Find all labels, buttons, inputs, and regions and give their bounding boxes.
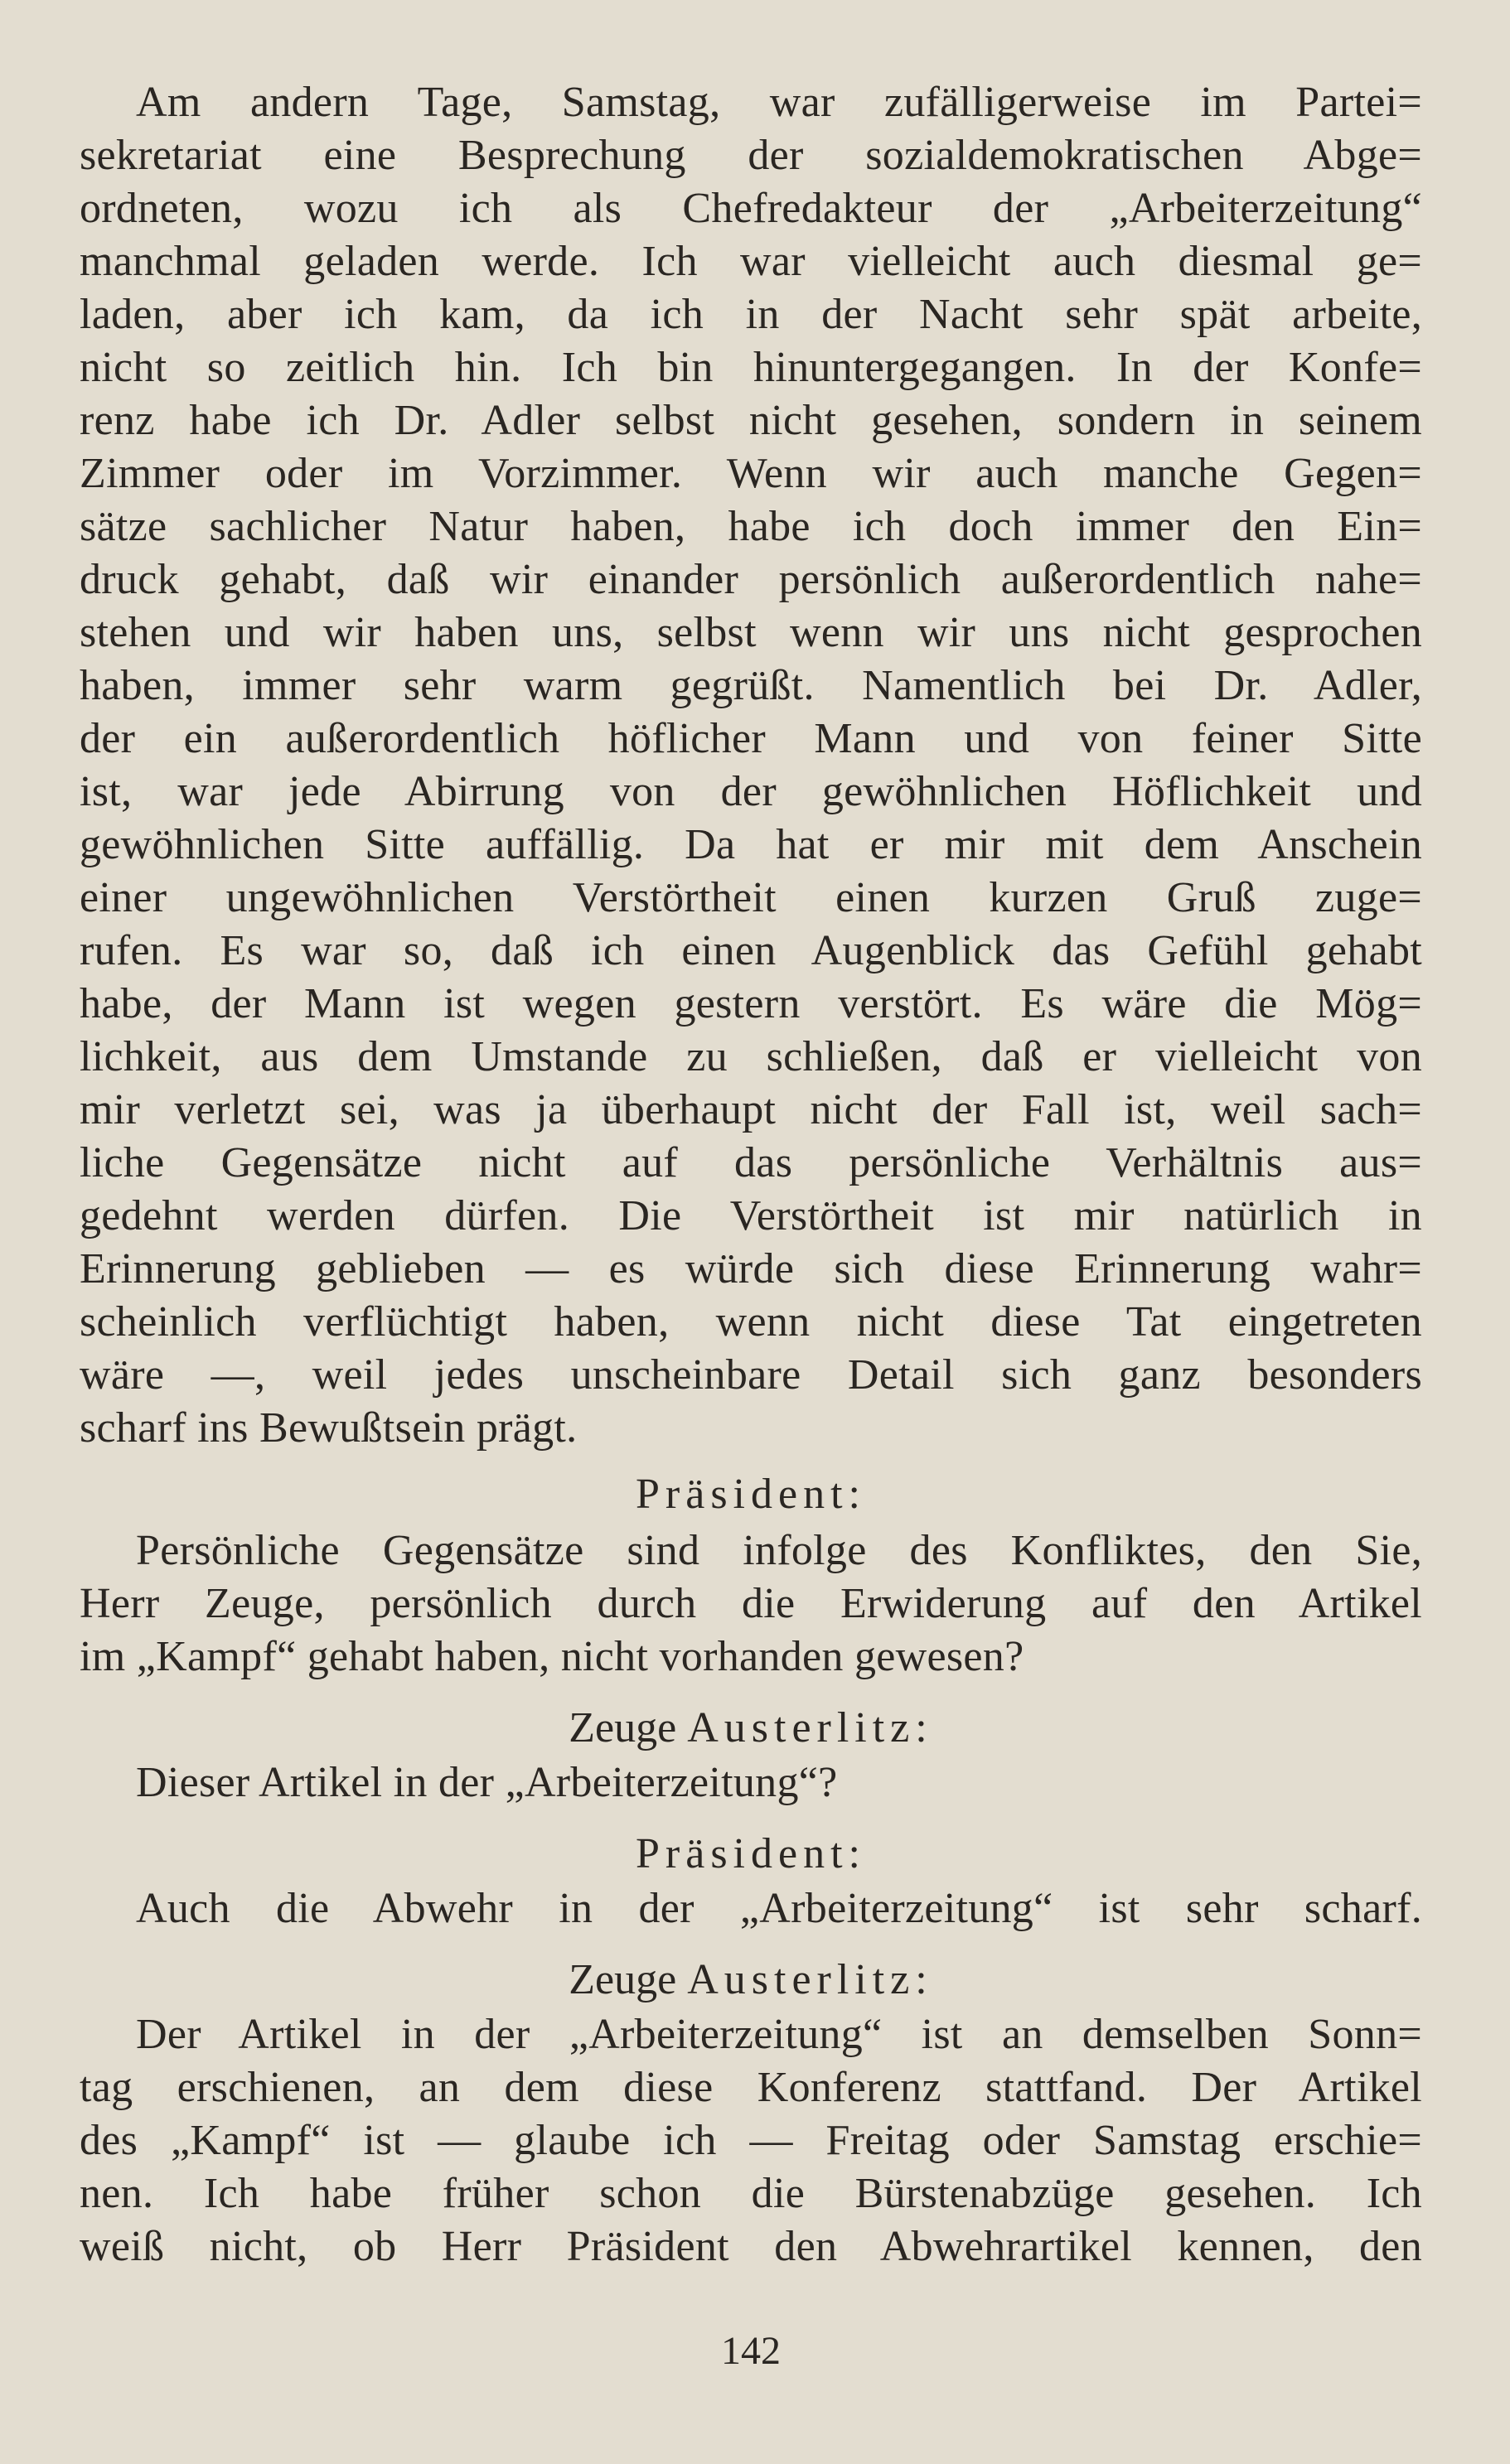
text-line: sätze sachlicher Natur haben, habe ich doch immer den Ein= xyxy=(80,503,1422,550)
text-line: tag erschienen, an dem diese Konferenz stattfand. Der Artikel xyxy=(80,2064,1422,2111)
text-line: Herr Zeuge, persönlich durch die Erwiderung auf den Artikel xyxy=(80,1580,1422,1627)
text-line: wäre —, weil jedes unscheinbare Detail sich ganz besonders xyxy=(80,1351,1422,1399)
text-line: gedehnt werden dürfen. Die Verstörtheit ist mir natürlich in xyxy=(80,1192,1422,1239)
text-line: Am andern Tage, Samstag, war zufälligerweise im Partei= xyxy=(136,79,1422,126)
text-line: ordneten, wozu ich als Chefredakteur der „Arbeiterzeitung“ xyxy=(80,185,1422,232)
text-line: Auch die Abwehr in der „Arbeiterzeitung“ ist sehr scharf. xyxy=(136,1885,1422,1932)
text-line: sekretariat eine Besprechung der sozialdemokratischen Abge= xyxy=(80,132,1422,179)
text-line: druck gehabt, daß wir einander persönlich außerordentlich nahe= xyxy=(80,556,1422,603)
text-line: laden, aber ich kam, da ich in der Nacht sehr spät arbeite, xyxy=(80,291,1422,338)
text-line: des „Kampf“ ist — glaube ich — Freitag oder Samstag erschie= xyxy=(80,2117,1422,2164)
speaker-name: Austerlitz: xyxy=(687,1704,933,1751)
text-line: weiß nicht, ob Herr Präsident den Abwehrartikel kennen, den xyxy=(80,2223,1422,2270)
speaker-heading: Präsident: xyxy=(636,1830,866,1877)
text-line: haben, immer sehr warm gegrüßt. Namentlich bei Dr. Adler, xyxy=(80,662,1422,709)
text-line: scharf ins Bewußtsein prägt. xyxy=(80,1404,578,1452)
text-line: habe, der Mann ist wegen gestern verstört. Es wäre die Mög= xyxy=(80,980,1422,1027)
text-line: der ein außerordentlich höflicher Mann und von feiner Sitte xyxy=(80,715,1422,762)
speaker-prefix: Zeuge xyxy=(569,1956,677,2003)
text-line: ist, war jede Abirrung von der gewöhnlichen Höflichkeit und xyxy=(80,768,1422,815)
text-line: liche Gegensätze nicht auf das persönliche Verhältnis aus= xyxy=(80,1139,1422,1186)
text-line: mir verletzt sei, was ja überhaupt nicht der Fall ist, weil sach= xyxy=(80,1086,1422,1133)
text-line: einer ungewöhnlichen Verstörtheit einen kurzen Gruß zuge= xyxy=(80,874,1422,921)
text-line: gewöhnlichen Sitte auffällig. Da hat er mir mit dem Anschein xyxy=(80,821,1422,868)
text-line: manchmal geladen werde. Ich war vielleicht auch diesmal ge= xyxy=(80,238,1422,285)
text-line: renz habe ich Dr. Adler selbst nicht gesehen, sondern in seinem xyxy=(80,397,1422,444)
text-line: Erinnerung geblieben — es würde sich diese Erinnerung wahr= xyxy=(80,1245,1422,1292)
speaker-heading xyxy=(80,1954,1422,2007)
text-line: scheinlich verflüchtigt haben, wenn nicht diese Tat eingetreten xyxy=(80,1298,1422,1346)
text-line: nicht so zeitlich hin. Ich bin hinuntergegangen. In der Konfe= xyxy=(80,344,1422,391)
text-line: Zimmer oder im Vorzimmer. Wenn wir auch manche Gegen= xyxy=(80,450,1422,497)
text-line: Dieser Artikel in der „Arbeiterzeitung“? xyxy=(136,1759,838,1806)
text-line: nen. Ich habe früher schon die Bürstenabzüge gesehen. Ich xyxy=(80,2170,1422,2217)
speaker-heading xyxy=(80,1702,1422,1755)
text-line: im „Kampf“ gehabt haben, nicht vorhanden gewesen? xyxy=(80,1633,1024,1680)
text-line: Persönliche Gegensätze sind infolge des Konfliktes, den Sie, xyxy=(136,1527,1422,1574)
speaker-heading: Präsident: xyxy=(636,1471,866,1518)
page-number: 142 xyxy=(721,2329,781,2373)
speaker-name: Austerlitz: xyxy=(687,1956,933,2003)
text-line: Der Artikel in der „Arbeiterzeitung“ ist an demselben Sonn= xyxy=(136,2011,1422,2058)
text-line: lichkeit, aus dem Umstande zu schließen, daß er vielleicht von xyxy=(80,1033,1422,1080)
text-line: rufen. Es war so, daß ich einen Augenblick das Gefühl gehabt xyxy=(80,927,1422,974)
text-line: stehen und wir haben uns, selbst wenn wir uns nicht gesprochen xyxy=(80,609,1422,656)
speaker-prefix: Zeuge xyxy=(569,1704,677,1751)
